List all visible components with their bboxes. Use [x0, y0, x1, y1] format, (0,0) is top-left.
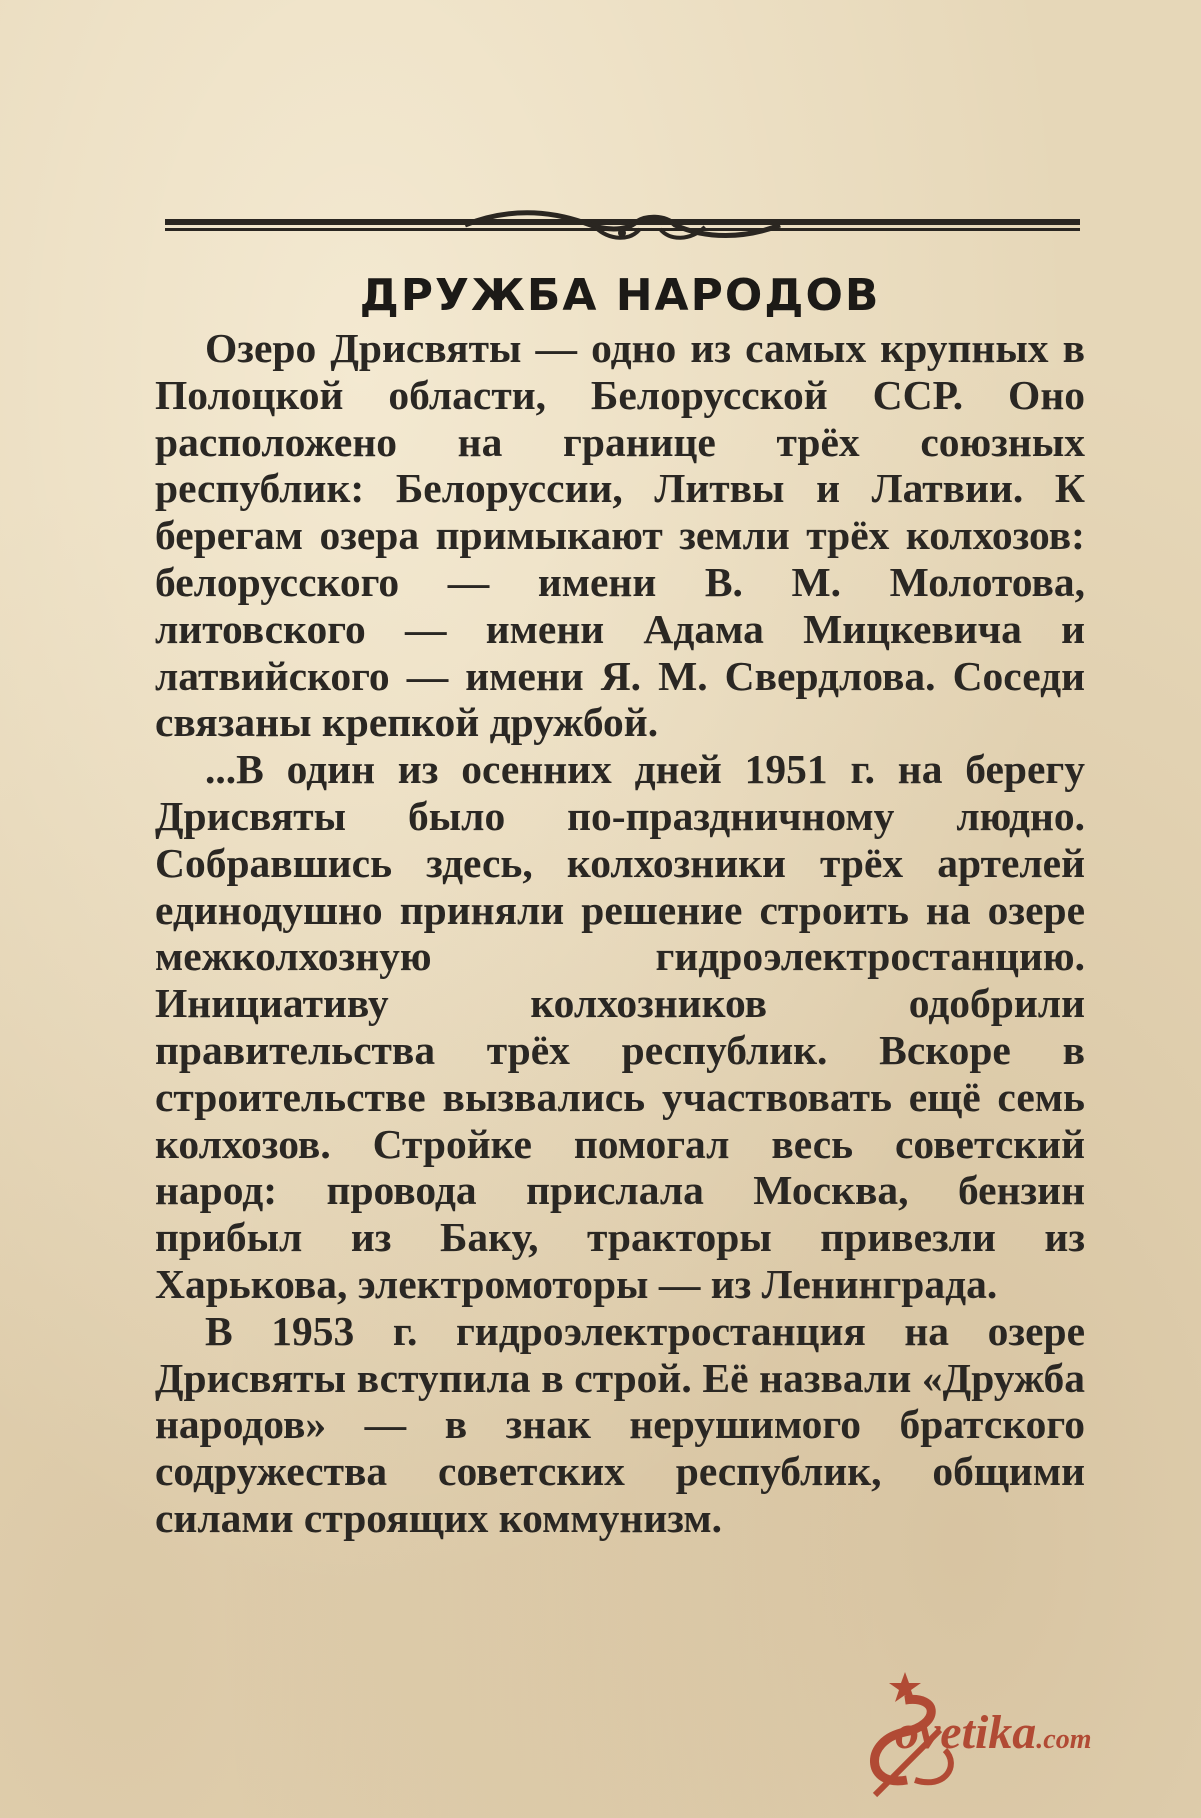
- article-paragraph-2: ...В один из осенних дней 1951 г. на берегу Дрисвяты было по-праздничному людно. Собравшись здесь, колхозники трёх артелей единодушно приняли решение строить на озере межколхозную гидроэлектростанцию. Инициативу колхозников одобрили правительства трёх республик. Вскоре в строительстве вызвались участвовать ещё семь колхозов. Стройке помогал весь советский народ: провода прислала Москва, бензин прибыл из Баку, тракторы привезли из Харькова, электромоторы — из Ленинграда.: [155, 746, 1085, 1307]
- decorative-divider: [165, 205, 1080, 245]
- article-paragraph-3: В 1953 г. гидроэлектростанция на озере Дрисвяты вступила в строй. Её назвали «Дружба народов» — в знак нерушимого братского содружества советских республик, общими силами строящих коммунизм.: [155, 1307, 1085, 1541]
- watermark-name: ovetika: [895, 1706, 1037, 1759]
- article-paragraph-1: Озеро Дрисвяты — одно из самых крупных в Полоцкой области, Белорусской ССР. Оно расположено на границе трёх союзных республик: Белоруссии, Литвы и Латвии. К берегам озера примыкают земли трёх колхозов: белорусского — имени В. М. Молотова, литовского — имени Адама Мицкевича и латвийского — имени Я. М. Свердлова. Соседи связаны крепкой дружбой.: [155, 325, 1085, 746]
- watermark-domain: .com: [1036, 1724, 1092, 1755]
- sovetika-watermark: [895, 1705, 1092, 1760]
- article: [155, 270, 1085, 1542]
- article-title: ДРУЖБА НАРОДОВ: [359, 270, 881, 321]
